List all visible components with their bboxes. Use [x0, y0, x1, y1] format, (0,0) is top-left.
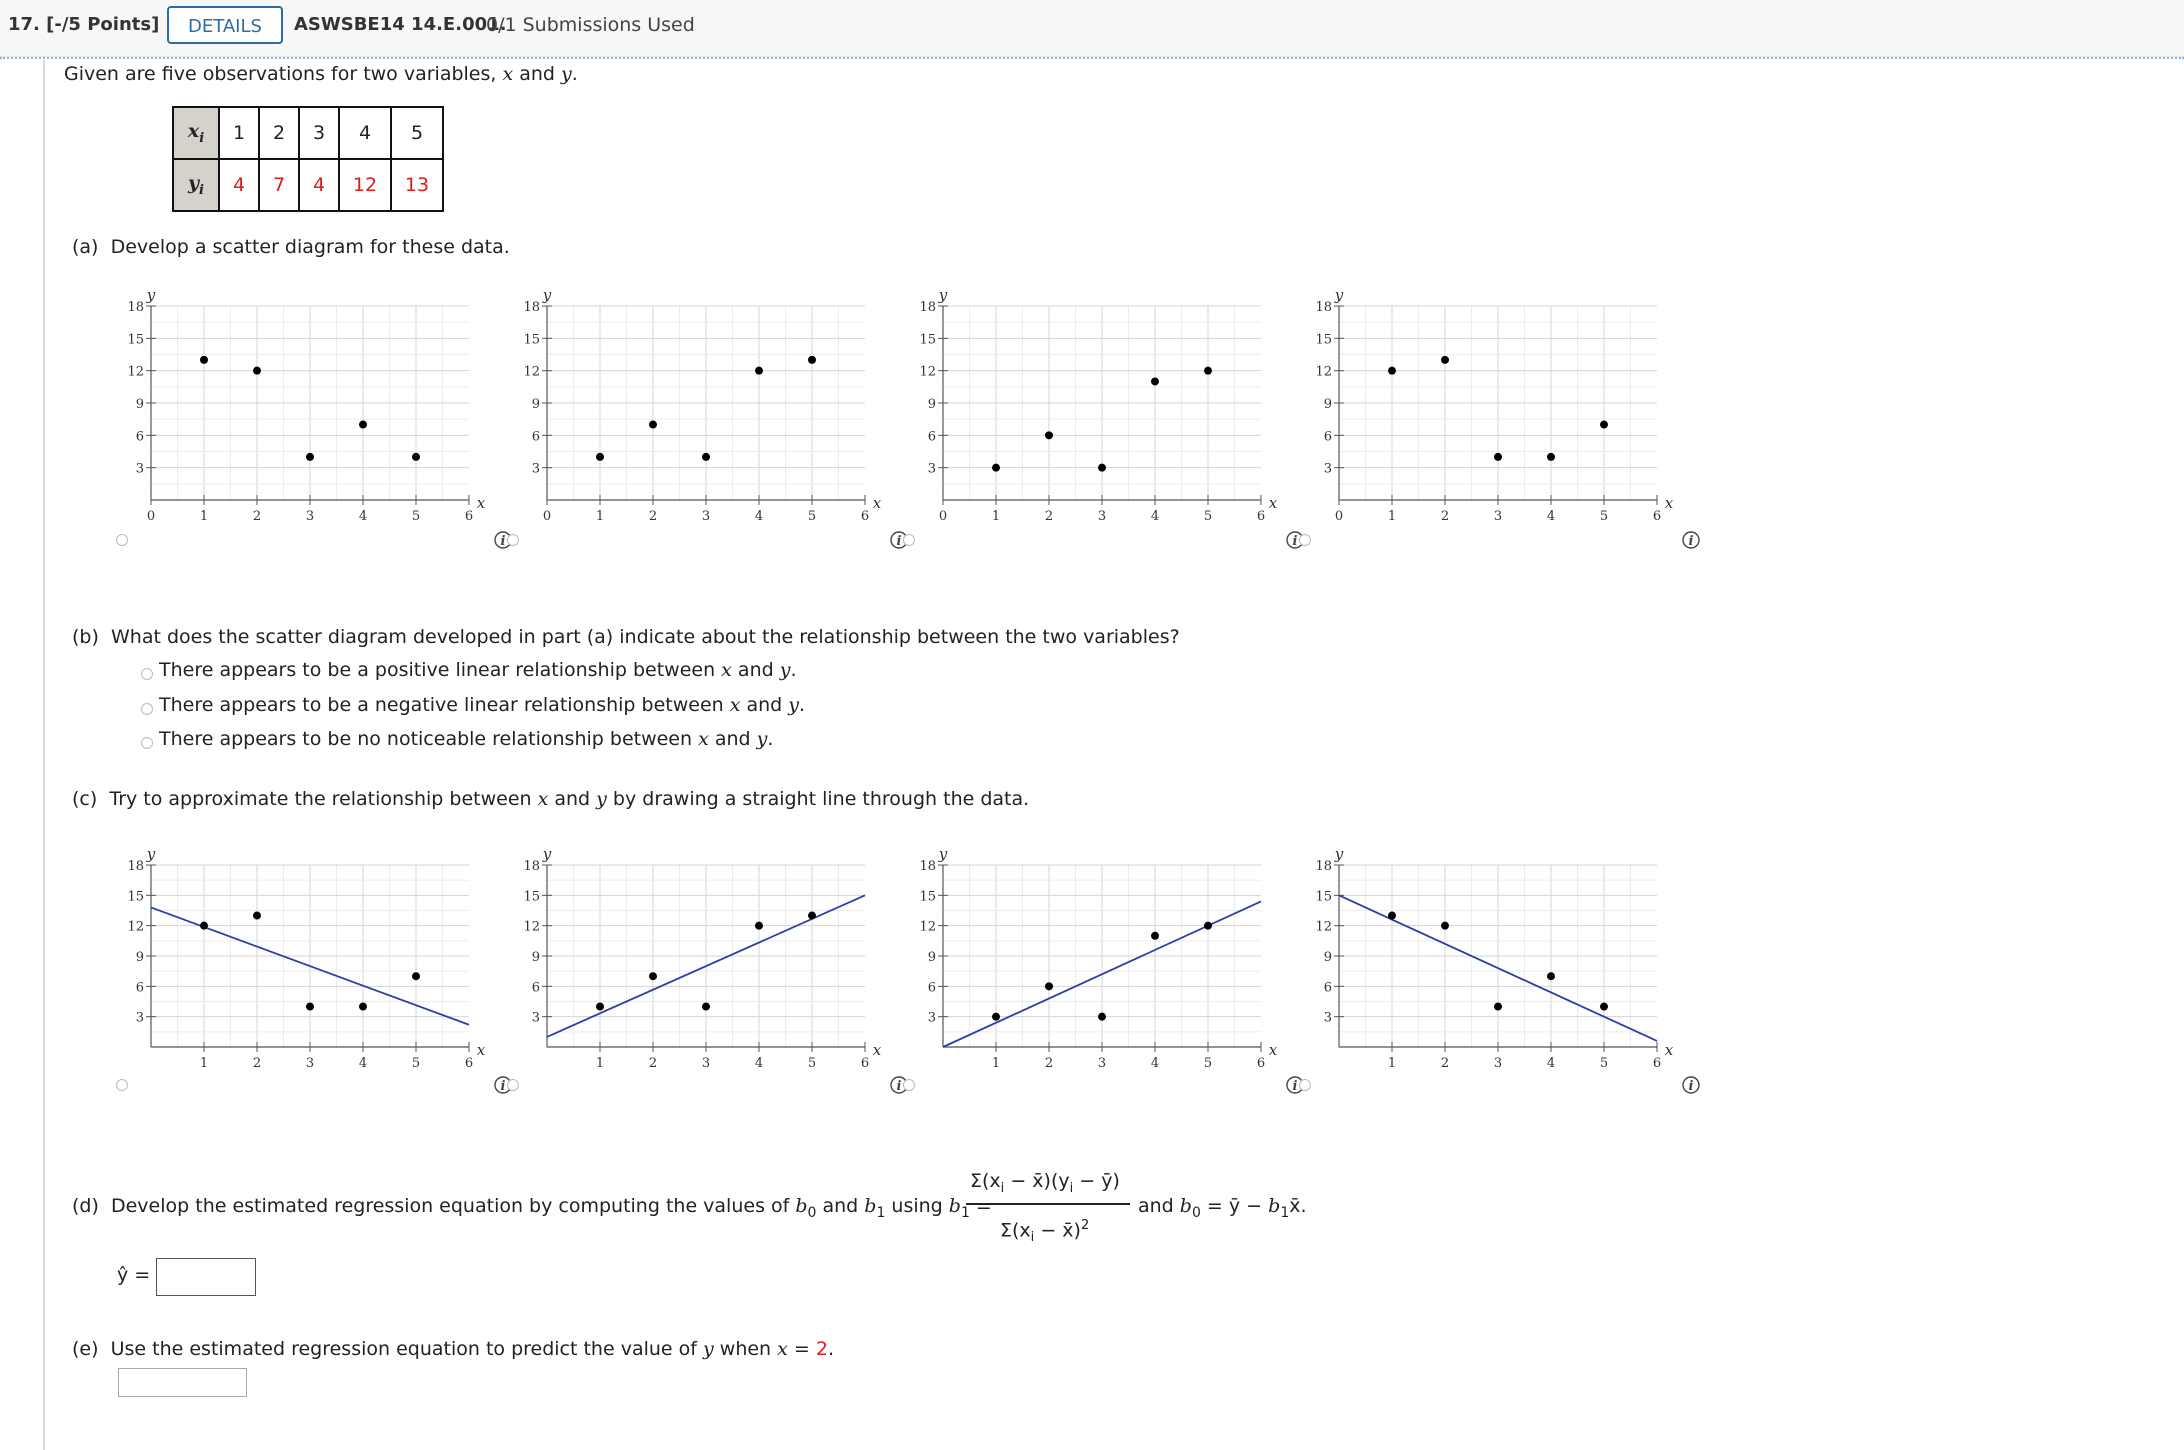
x-tick-label: 3	[1097, 1056, 1107, 1071]
data-point	[253, 912, 261, 920]
scatter-plot	[523, 845, 905, 1099]
details-button[interactable]: DETAILS	[167, 6, 283, 44]
x-axis-label: x	[476, 1041, 486, 1059]
data-point	[1600, 1003, 1608, 1011]
scatter-plot	[919, 845, 1301, 1099]
part-e-text: (e) Use the estimated regression equation to predict the value of y when x = 2.	[72, 1338, 834, 1360]
y-tick-label: 12	[919, 919, 936, 935]
y-tick-label: 3	[531, 461, 540, 477]
y-tick-label: 6	[135, 980, 144, 996]
data-point	[1098, 1013, 1106, 1021]
y-tick-label: 15	[127, 332, 144, 348]
x-tick-label: 5	[1203, 509, 1213, 524]
yhat-label: ŷ =	[117, 1264, 151, 1286]
y-cell: 4	[219, 159, 259, 211]
x-tick-label: 4	[1150, 509, 1160, 524]
x-tick-label: 2	[252, 1056, 262, 1071]
fraction-bar	[966, 1203, 1130, 1205]
info-icon[interactable]	[1681, 1075, 1701, 1095]
option-positive-radio[interactable]	[141, 668, 153, 680]
x-cell: 4	[339, 107, 391, 159]
x-tick-label: 3	[1097, 509, 1107, 524]
data-point	[596, 1003, 604, 1011]
scatter-plot	[1315, 286, 1697, 552]
x-tick-label: 2	[1440, 1056, 1450, 1071]
x-tick-label: 5	[1599, 1056, 1609, 1071]
data-point	[1547, 972, 1555, 980]
y-tick-label: 18	[1315, 300, 1332, 315]
x-axis-label: x	[1664, 494, 1674, 512]
y-axis-label: y	[146, 286, 156, 304]
data-point	[200, 356, 208, 364]
y-tick-label: 3	[135, 1010, 144, 1026]
x-tick-label: 1	[595, 509, 605, 524]
info-icon-glyph: i	[896, 534, 902, 549]
y-tick-label: 15	[523, 332, 540, 348]
divider	[0, 57, 2184, 59]
info-icon-glyph: i	[1292, 534, 1298, 549]
x-tick-label: 0	[1334, 509, 1344, 524]
y-tick-label: 18	[523, 300, 540, 315]
x-tick-label: 5	[1203, 1056, 1213, 1071]
chart-option-radio[interactable]	[116, 1079, 128, 1091]
y-tick-label: 12	[919, 364, 936, 380]
info-icon-glyph: i	[500, 1079, 506, 1094]
data-point	[1441, 922, 1449, 930]
y-tick-label: 9	[1323, 950, 1332, 965]
y-axis-label: y	[146, 845, 156, 863]
y-tick-label: 6	[1323, 980, 1332, 996]
x-tick-label: 1	[595, 1056, 605, 1071]
x-tick-label: 2	[1044, 1056, 1054, 1071]
y-tick-label: 9	[927, 397, 936, 412]
option-negative-radio[interactable]	[141, 703, 153, 715]
x-tick-label: 6	[860, 509, 870, 524]
info-icon-glyph: i	[1688, 534, 1694, 549]
x-tick-label: 6	[1652, 1056, 1662, 1071]
data-point	[702, 453, 710, 461]
prediction-input[interactable]	[118, 1368, 247, 1397]
x-tick-label: 3	[305, 509, 315, 524]
x-axis-label: x	[872, 494, 882, 512]
x-tick-label: 1	[991, 509, 1001, 524]
x-tick-label: 4	[1546, 1056, 1556, 1071]
y-axis-label: y	[542, 845, 552, 863]
x-axis-label: x	[1268, 494, 1278, 512]
y-header: $y_i$	[173, 159, 219, 211]
x-tick-label: 3	[1493, 1056, 1503, 1071]
x-axis-label: x	[872, 1041, 882, 1059]
data-point	[1045, 431, 1053, 439]
x-tick-label: 4	[358, 1056, 368, 1071]
chart-option-radio[interactable]	[903, 1079, 915, 1091]
y-tick-label: 12	[523, 364, 540, 380]
data-point	[992, 464, 1000, 472]
plot-area	[919, 286, 1277, 524]
part-a-text: (a) Develop a scatter diagram for these data.	[72, 236, 510, 258]
y-tick-label: 9	[531, 397, 540, 412]
data-point	[1204, 367, 1212, 375]
data-point	[1494, 1003, 1502, 1011]
x-tick-label: 2	[648, 509, 658, 524]
chart-option-radio[interactable]	[1299, 534, 1311, 546]
data-point	[596, 453, 604, 461]
data-point	[1441, 356, 1449, 364]
question-number: 17. [-/5 Points]	[8, 14, 160, 35]
x-row	[173, 107, 443, 159]
x-tick-label: 1	[991, 1056, 1001, 1071]
y-tick-label: 6	[531, 429, 540, 445]
option-negative-label[interactable]: There appears to be a negative linear relationship between x and y.	[159, 694, 806, 716]
y-tick-label: 9	[927, 950, 936, 965]
y-tick-label: 6	[1323, 429, 1332, 445]
yhat-input[interactable]	[156, 1258, 256, 1296]
y-axis-label: y	[1334, 286, 1344, 304]
x-tick-label: 1	[199, 1056, 209, 1071]
data-point	[359, 421, 367, 429]
y-tick-label: 3	[1323, 461, 1332, 477]
chart-option-radio[interactable]	[507, 1079, 519, 1091]
x-tick-label: 4	[1546, 509, 1556, 524]
plot-area	[523, 286, 881, 524]
x-tick-label: 2	[1044, 509, 1054, 524]
x-tick-label: 5	[1599, 509, 1609, 524]
submissions-used: 0/1 Submissions Used	[486, 14, 695, 36]
data-point	[1151, 377, 1159, 385]
data-point	[1204, 922, 1212, 930]
data-point	[1151, 932, 1159, 940]
x-cell: 3	[299, 107, 339, 159]
y-axis-label: y	[938, 286, 948, 304]
y-tick-label: 9	[1323, 397, 1332, 412]
x-tick-label: 2	[1440, 509, 1450, 524]
chart-option-radio[interactable]	[116, 534, 128, 546]
x-tick-label: 5	[411, 1056, 421, 1071]
option-positive-label[interactable]: There appears to be a positive linear relationship between x and y.	[159, 659, 797, 681]
y-cell: 7	[259, 159, 299, 211]
y-axis-label: y	[542, 286, 552, 304]
data-point	[306, 453, 314, 461]
plot-area	[127, 845, 485, 1071]
observations-table	[172, 106, 444, 212]
data-point	[702, 1003, 710, 1011]
y-tick-label: 6	[927, 980, 936, 996]
x-tick-label: 6	[1256, 1056, 1266, 1071]
formula-numerator: $\Sigma(x_i$ − $x̄)(y_i$ − ȳ)	[970, 1170, 1120, 1196]
x-header: $x_i$	[173, 107, 219, 159]
y-tick-label: 12	[127, 364, 144, 380]
x-tick-label: 4	[1150, 1056, 1160, 1071]
x-tick-label: 6	[464, 509, 474, 524]
x-tick-label: 1	[199, 509, 209, 524]
x-tick-label: 0	[542, 509, 552, 524]
data-point	[1388, 367, 1396, 375]
data-point	[1547, 453, 1555, 461]
chart-option-radio[interactable]	[903, 534, 915, 546]
y-tick-label: 12	[1315, 364, 1332, 380]
x-axis-label: x	[1268, 1041, 1278, 1059]
scatter-plot	[523, 286, 905, 552]
x-tick-label: 3	[701, 509, 711, 524]
x-tick-label: 6	[464, 1056, 474, 1071]
option-none-radio[interactable]	[141, 737, 153, 749]
y-tick-label: 6	[927, 429, 936, 445]
x-tick-label: 6	[1652, 509, 1662, 524]
data-point	[1388, 912, 1396, 920]
x-cell: 1	[219, 107, 259, 159]
y-tick-label: 15	[1315, 889, 1332, 905]
data-point	[359, 1003, 367, 1011]
info-icon-glyph: i	[1292, 1079, 1298, 1094]
data-point	[808, 356, 816, 364]
x-axis-label: x	[476, 494, 486, 512]
y-tick-label: 9	[531, 950, 540, 965]
left-rule	[43, 60, 45, 1450]
x-tick-label: 1	[1387, 509, 1397, 524]
y-axis-label: y	[938, 845, 948, 863]
option-none-label[interactable]: There appears to be no noticeable relationship between x and y.	[159, 728, 774, 750]
data-point	[808, 912, 816, 920]
data-point	[1045, 982, 1053, 990]
formula-denominator: $\Sigma(x_i$ − x̄)$^2$	[1000, 1218, 1090, 1246]
x-tick-label: 5	[411, 509, 421, 524]
x-tick-label: 3	[701, 1056, 711, 1071]
data-point	[253, 367, 261, 375]
assignment-code: ASWSBE14 14.E.001.	[294, 14, 507, 35]
plot-area	[919, 845, 1277, 1071]
x-tick-label: 2	[252, 509, 262, 524]
chart-option-radio[interactable]	[507, 534, 519, 546]
y-tick-label: 12	[127, 919, 144, 935]
data-point	[200, 922, 208, 930]
scatter-plot	[919, 286, 1301, 552]
x-axis-label: x	[1664, 1041, 1674, 1059]
data-point	[649, 421, 657, 429]
part-b-text: (b) What does the scatter diagram developed in part (a) indicate about the relationship between the two variables?	[72, 626, 1180, 648]
y-tick-label: 12	[1315, 919, 1332, 935]
x-tick-label: 3	[305, 1056, 315, 1071]
y-tick-label: 3	[531, 1010, 540, 1026]
x-tick-label: 3	[1493, 509, 1503, 524]
x-cell: 5	[391, 107, 443, 159]
y-cell: 12	[339, 159, 391, 211]
plot-area	[1315, 845, 1673, 1071]
x-tick-label: 4	[754, 509, 764, 524]
y-tick-label: 18	[127, 859, 144, 874]
info-icon-glyph: i	[896, 1079, 902, 1094]
y-tick-label: 15	[919, 889, 936, 905]
info-icon-glyph: i	[500, 534, 506, 549]
x-tick-label: 5	[807, 509, 817, 524]
data-point	[649, 972, 657, 980]
y-tick-label: 3	[135, 461, 144, 477]
data-point	[1098, 464, 1106, 472]
data-point	[992, 1013, 1000, 1021]
info-icon[interactable]	[1681, 530, 1701, 550]
y-tick-label: 6	[531, 980, 540, 996]
y-tick-label: 9	[135, 950, 144, 965]
x-tick-label: 0	[146, 509, 156, 524]
y-cell: 13	[391, 159, 443, 211]
x-tick-label: 4	[358, 509, 368, 524]
y-tick-label: 18	[1315, 859, 1332, 874]
data-point	[306, 1003, 314, 1011]
y-tick-label: 3	[927, 461, 936, 477]
x-tick-label: 5	[807, 1056, 817, 1071]
scatter-plot	[127, 845, 509, 1099]
info-icon-glyph: i	[1688, 1079, 1694, 1094]
x-tick-label: 0	[938, 509, 948, 524]
y-tick-label: 6	[135, 429, 144, 445]
x-tick-label: 6	[860, 1056, 870, 1071]
data-point	[755, 367, 763, 375]
scatter-plot	[127, 286, 509, 552]
intro-text: Given are five observations for two variables, x and y.	[64, 63, 578, 85]
y-tick-label: 18	[523, 859, 540, 874]
x-tick-label: 4	[754, 1056, 764, 1071]
y-tick-label: 12	[523, 919, 540, 935]
y-tick-label: 18	[919, 300, 936, 315]
y-tick-label: 15	[919, 332, 936, 348]
x-cell: 2	[259, 107, 299, 159]
plot-area	[127, 286, 485, 524]
y-tick-label: 15	[523, 889, 540, 905]
plot-area	[1315, 286, 1673, 524]
y-tick-label: 15	[1315, 332, 1332, 348]
scatter-plot	[1315, 845, 1697, 1099]
y-tick-label: 9	[135, 397, 144, 412]
plot-area	[523, 845, 881, 1071]
y-axis-label: y	[1334, 845, 1344, 863]
x-tick-label: 1	[1387, 1056, 1397, 1071]
y-tick-label: 18	[127, 300, 144, 315]
data-point	[412, 453, 420, 461]
y-cell: 4	[299, 159, 339, 211]
data-point	[412, 972, 420, 980]
x-tick-label: 2	[648, 1056, 658, 1071]
data-point	[1494, 453, 1502, 461]
data-point	[755, 922, 763, 930]
y-tick-label: 3	[927, 1010, 936, 1026]
y-tick-label: 18	[919, 859, 936, 874]
part-c-text: (c) Try to approximate the relationship between x and y by drawing a straight line through the data.	[72, 788, 1030, 810]
b0-formula: and $b_0$ = ȳ − $b_1x̄$.	[1138, 1195, 1307, 1221]
y-tick-label: 3	[1323, 1010, 1332, 1026]
chart-option-radio[interactable]	[1299, 1079, 1311, 1091]
x-tick-label: 6	[1256, 509, 1266, 524]
y-row	[173, 159, 443, 211]
data-point	[1600, 421, 1608, 429]
part-d-text: (d) Develop the estimated regression equation by computing the values of $b_0$ and $b_1$ using $b_1$ =	[72, 1195, 992, 1221]
y-tick-label: 15	[127, 889, 144, 905]
